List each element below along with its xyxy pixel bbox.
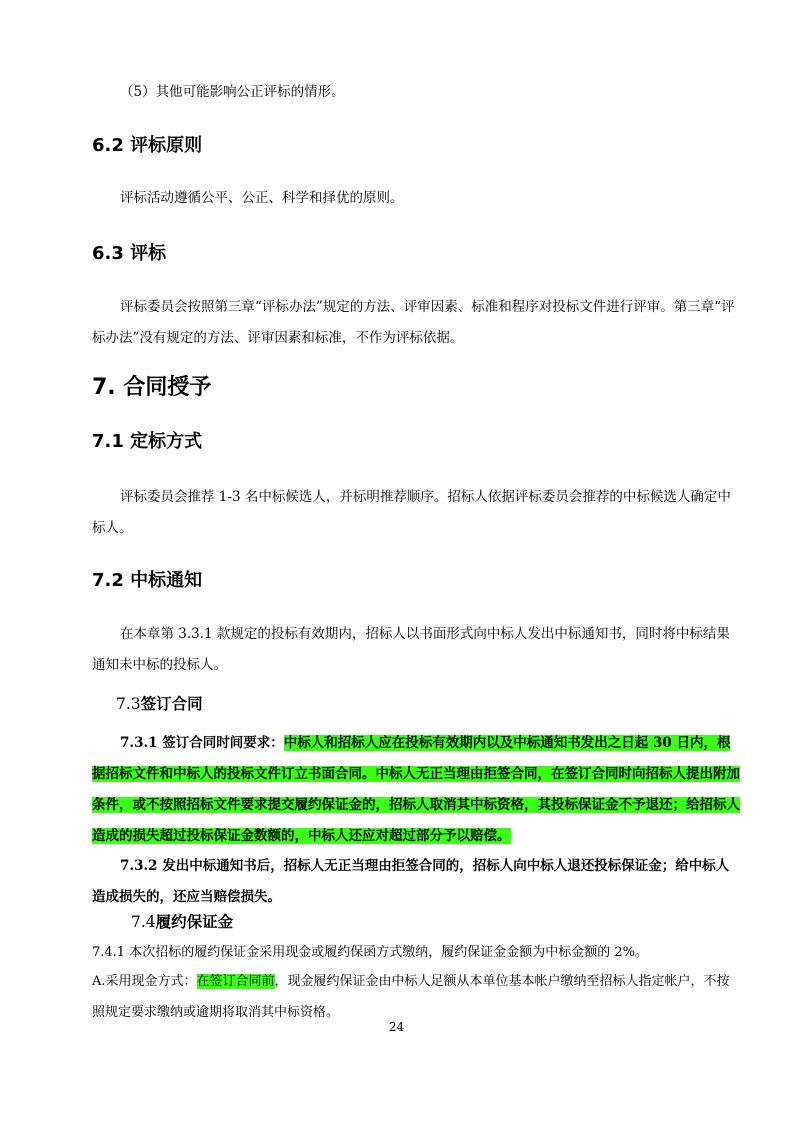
section-7-2-paragraph: 在本章第 3.3.1 款规定的投标有效期内，招标人以书面形式向中标人发出中标通知书，同时将中标结果通知未中标的投标人。 [92,626,730,673]
clause-7-4-a [92,966,742,1028]
section-7-4-heading [131,910,781,934]
section-6-2-heading: 6.2 评标原则 [92,135,203,156]
section-6-2-paragraph: 评标活动遵循公平、公正、科学和择优的原则。 [120,190,404,206]
clause-7-3-1-label: 7.3.1 签订合同时间要求： [120,735,284,751]
section-7-3-title: 签订合同 [140,695,203,713]
item-5-text: （5）其他可能影响公正评标的情形。 [120,84,345,100]
section-7-heading: 7. 合同授予 [92,375,212,400]
section-7-3-number: 7.3 [116,695,141,713]
section-7-1-heading: 7.1 定标方式 [92,431,203,452]
clause-7-4-1: 7.4.1 本次招标的履约保证金采用现金或履约保函方式缴纳，履约保证金金额为中标金额的 2%。 [92,945,648,960]
section-7-4-number: 7.4 [131,913,156,931]
clause-7-4-a-rest: ，现金履约保证金由中标人足额从本单位基本帐户缴纳至招标人指定帐户，不按照规定要求缴纳或逾期将取消其中标资格。 [92,974,730,1020]
section-7-1-paragraph: 评标委员会推荐 1-3 名中标候选人，并标明推荐顺序。招标人依据评标委员会推荐的中标候选人确定中标人。 [92,489,731,536]
clause-7-4-a-prefix: A.采用现金方式： [92,974,197,989]
clause-7-3-2: 7.3.2 发出中标通知书后，招标人无正当理由拒签合同的，招标人向中标人退还投标保证金；给中标人造成损失的，还应当赔偿损失。 [92,858,730,905]
clause-7-3-1 [92,728,742,852]
section-7-4-title: 履约保证金 [155,913,234,931]
section-6-3-paragraph: 评标委员会按照第三章“评标办法”规定的方法、评审因素、标准和程序对投标文件进行评审。第三章“评标办法”没有规定的方法、评审因素和标准，不作为评标依据。 [92,299,735,346]
section-7-3-heading [116,692,766,716]
clause-7-4-a-highlighted-text: 在签订合同前 [196,974,275,989]
clause-7-3-1-highlighted-text: 中标人和招标人应在投标有效期内以及中标通知书发出之日起 30 日内，根据招标文件和中标人的投标文件订立书面合同。中标人无正当理由拒签合同，在签订合同时向招标人提出附加条件，或不按照招标文件要求提交履约保证金的，招标人取消其中标资格，其投标保证金不予退还；给招标人造成的损失超过投标保证金数额的，中标人还应对超过部分予以赔偿。 [92,735,740,844]
page-number: 24 [388,1020,405,1034]
section-6-3-heading: 6.3 评标 [92,243,167,264]
section-7-2-heading: 7.2 中标通知 [92,570,203,591]
